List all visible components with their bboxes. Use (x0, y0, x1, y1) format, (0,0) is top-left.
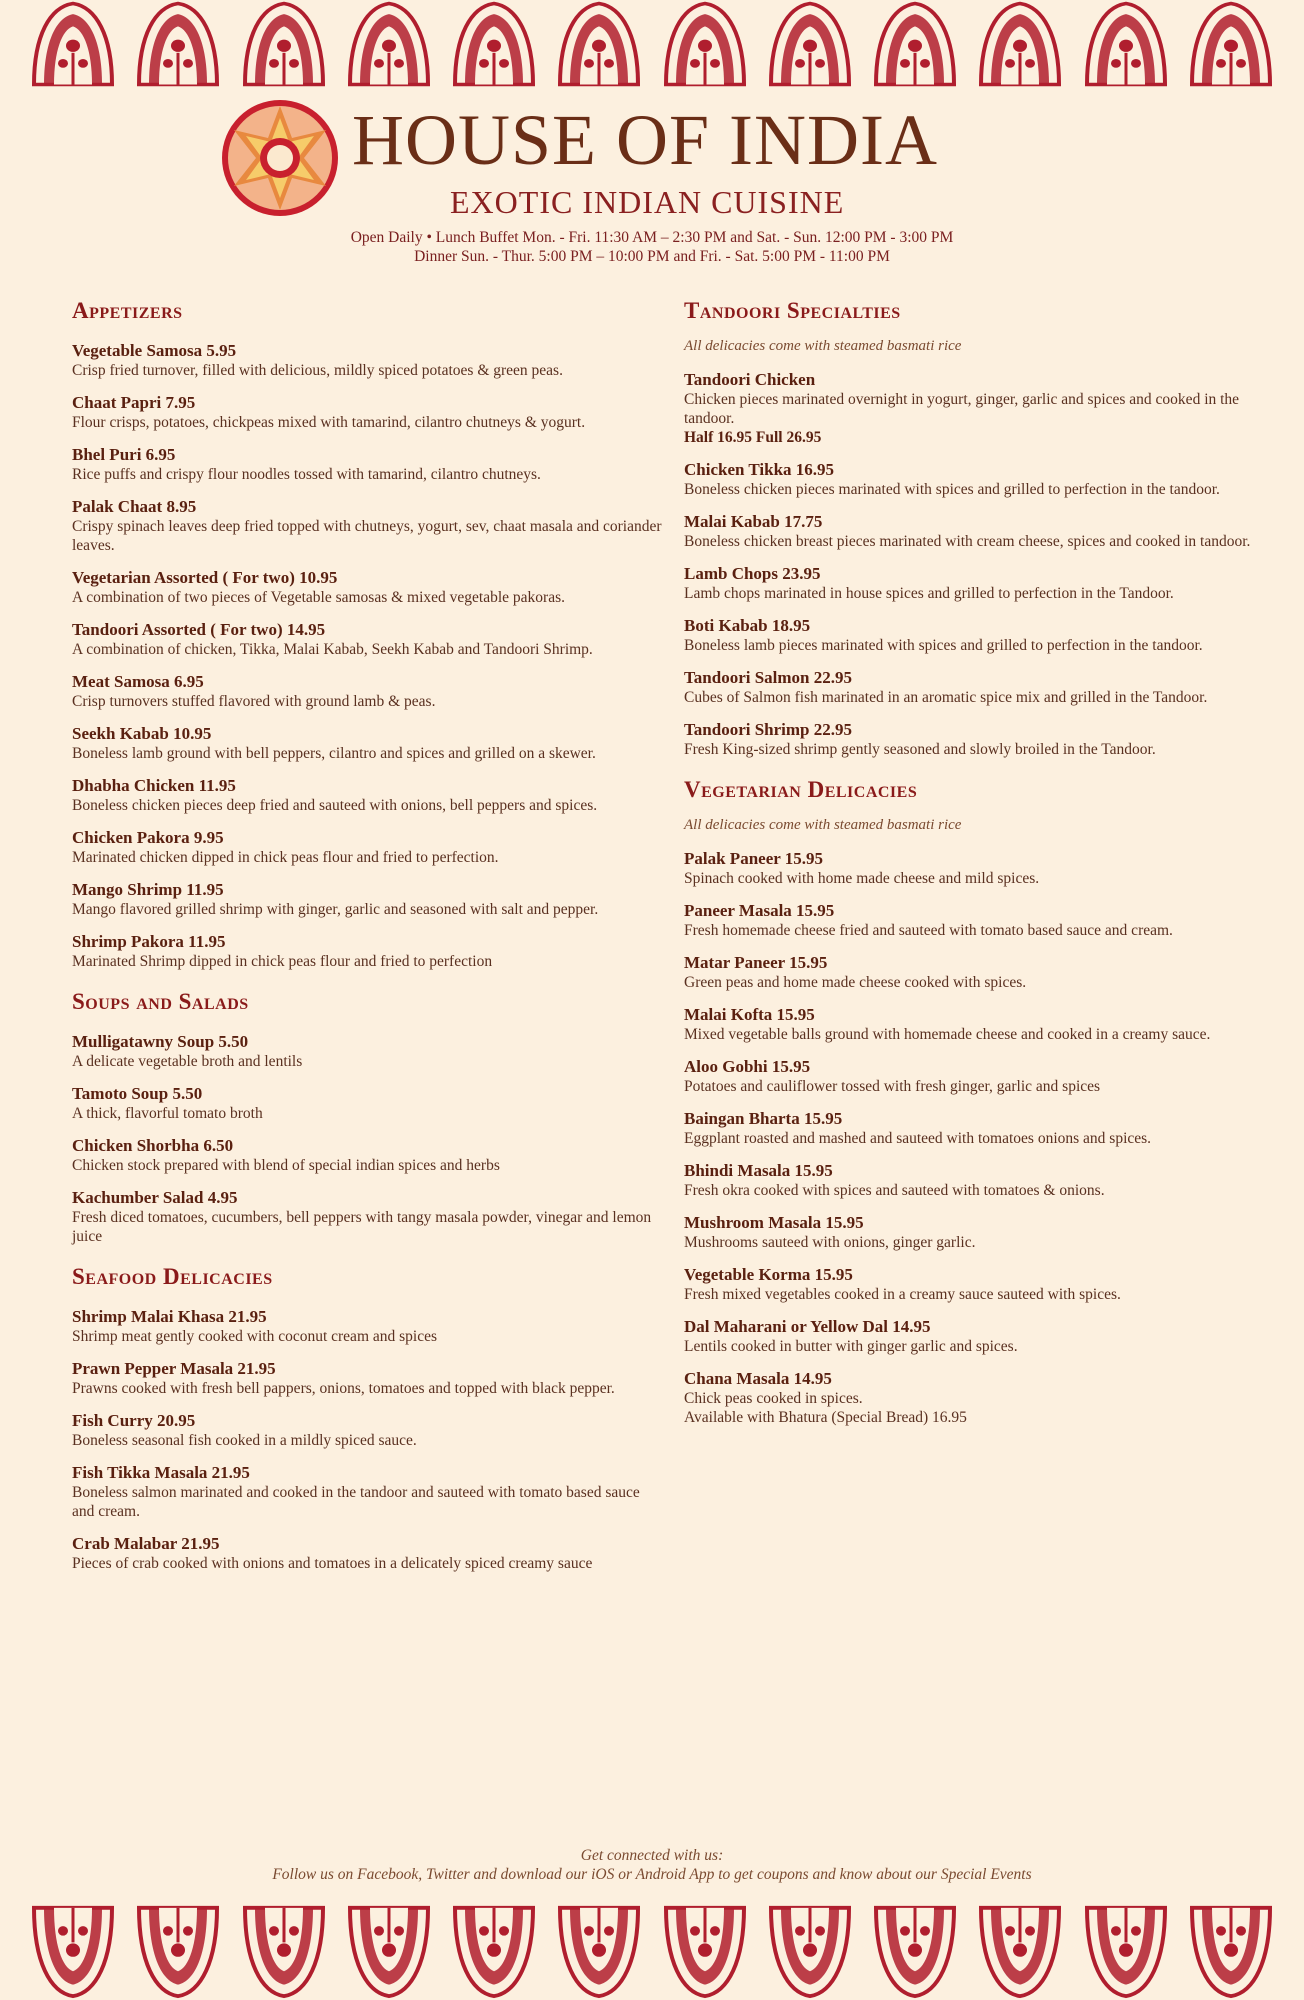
soups-salads-section (72, 989, 662, 1246)
menu-item-description: Boneless seasonal fish cooked in a mildly spiced sauce. (72, 1432, 417, 1449)
floral-ornament-icon (135, 0, 221, 88)
menu-item-extra: Half 16.95 Full 26.95 (684, 429, 822, 446)
menu-item (684, 369, 1254, 447)
floral-ornament-icon (241, 0, 327, 88)
menu-item-name: Tandoori Shrimp 22.95 (684, 720, 852, 739)
opening-hours (0, 228, 1304, 266)
menu-item (684, 1108, 1254, 1148)
hours-line: Open Daily • Lunch Buffet Mon. - Fri. 11:30 AM – 2:30 PM and Sat. - Sun. 12:00 PM - 3:00 PM (350, 229, 954, 246)
floral-ornament-icon (767, 0, 853, 88)
menu-item-name: Matar Paneer 15.95 (684, 953, 828, 972)
menu-item-description: Spinach cooked with home made cheese and mild spices. (684, 870, 1040, 887)
menu-item (72, 1031, 662, 1071)
section-note: All delicacies come with steamed basmati rice (684, 338, 962, 354)
menu-item-name: Shrimp Malai Khasa 21.95 (72, 1307, 267, 1326)
floral-ornament-icon (1083, 1904, 1169, 2000)
menu-item-name: Mushroom Masala 15.95 (684, 1213, 864, 1232)
menu-item-name: Bhel Puri 6.95 (72, 445, 176, 464)
menu-item-name: Chicken Shorbha 6.50 (72, 1136, 234, 1155)
menu-item (684, 563, 1254, 603)
menu-item-name: Chicken Pakora 9.95 (72, 828, 224, 847)
floral-ornament-icon (977, 0, 1063, 88)
floral-ornament-icon (30, 0, 116, 88)
floral-ornament-icon (872, 1904, 958, 2000)
floral-ornament-icon (556, 0, 642, 88)
menu-item (72, 1083, 662, 1123)
menu-item-description: Eggplant roasted and mashed and sauteed with tomatoes onions and spices. (684, 1130, 1152, 1147)
tandoori-section (684, 298, 1254, 759)
menu-item (72, 827, 662, 867)
floral-ornament-icon (1083, 0, 1169, 88)
menu-item (72, 1462, 662, 1521)
menu-item-name: Bhindi Masala 15.95 (684, 1161, 833, 1180)
menu-item (72, 392, 662, 432)
menu-item-description: Boneless lamb pieces marinated with spices and grilled to perfection in the tandoor. (684, 637, 1203, 654)
menu-item-description: A thick, flavorful tomato broth (72, 1105, 263, 1122)
vegetarian-section (684, 777, 1254, 1427)
seafood-section (72, 1264, 662, 1573)
floral-ornament-icon (872, 0, 958, 88)
menu-item (72, 444, 662, 484)
menu-item (72, 671, 662, 711)
menu-item (684, 1212, 1254, 1252)
menu-item-name: Vegetable Samosa 5.95 (72, 341, 237, 360)
appetizers-section (72, 298, 662, 971)
floral-ornament-icon (135, 1904, 221, 2000)
menu-item-name: Tandoori Chicken (684, 370, 816, 389)
menu-item (72, 1135, 662, 1175)
menu-item (72, 340, 662, 380)
star-logo-icon (218, 96, 342, 220)
floral-ornament-icon (346, 1904, 432, 2000)
menu-item (72, 931, 662, 971)
menu-item-name: Fish Tikka Masala 21.95 (72, 1463, 250, 1482)
menu-item (72, 775, 662, 815)
menu-item-description: Cubes of Salmon fish marinated in an aromatic spice mix and grilled in the Tandoor. (684, 689, 1208, 706)
menu-right-column (684, 298, 1254, 1445)
menu-item-description: Lamb chops marinated in house spices and grilled to perfection in the Tandoor. (684, 585, 1174, 602)
menu-item-name: Boti Kabab 18.95 (684, 616, 811, 635)
menu-item-name: Mango Shrimp 11.95 (72, 880, 224, 899)
menu-item-description: Lentils cooked in butter with ginger garlic and spices. (684, 1338, 1018, 1355)
floral-ornament-icon (346, 0, 432, 88)
menu-item-description: Marinated chicken dipped in chick peas flour and fried to perfection. (72, 849, 499, 866)
menu-item-name: Malai Kofta 15.95 (684, 1005, 815, 1024)
menu-item-description: Chick peas cooked in spices. (684, 1390, 863, 1407)
menu-item (684, 900, 1254, 940)
section-title: Soups and Salads (72, 989, 249, 1014)
section-title: Tandoori Specialties (684, 298, 901, 323)
menu-item-description: Mushrooms sauteed with onions, ginger garlic. (684, 1234, 976, 1251)
menu-item-name: Prawn Pepper Masala 21.95 (72, 1359, 276, 1378)
menu-left-column (72, 298, 662, 1591)
menu-item (72, 496, 662, 555)
menu-item-name: Paneer Masala 15.95 (684, 901, 835, 920)
footer-heading: Get connected with us: (580, 1847, 724, 1864)
menu-item-name: Vegetarian Assorted ( For two) 10.95 (72, 568, 338, 587)
menu-item (72, 619, 662, 659)
menu-item-description: Fresh King-sized shrimp gently seasoned and slowly broiled in the Tandoor. (684, 741, 1156, 758)
menu-item-description: A delicate vegetable broth and lentils (72, 1053, 303, 1070)
menu-item-description: Boneless chicken breast pieces marinated with cream cheese, spices and cooked in tandoor. (684, 533, 1251, 550)
menu-item-description: Crisp fried turnover, filled with delicious, mildly spiced potatoes & green peas. (72, 362, 563, 379)
menu-item-name: Meat Samosa 6.95 (72, 672, 204, 691)
menu-item-description: Prawns cooked with fresh bell pappers, onions, tomatoes and topped with black pepper. (72, 1380, 615, 1397)
menu-item-description: A combination of chicken, Tikka, Malai Kabab, Seekh Kabab and Tandoori Shrimp. (72, 641, 593, 658)
menu-item (72, 723, 662, 763)
menu-item-name: Dhabha Chicken 11.95 (72, 776, 236, 795)
menu-item-description: Chicken stock prepared with blend of special indian spices and herbs (72, 1157, 500, 1174)
floral-ornament-icon (30, 1904, 116, 2000)
social-footer (0, 1846, 1304, 1884)
floral-ornament-icon (451, 0, 537, 88)
menu-item-name: Palak Chaat 8.95 (72, 497, 197, 516)
floral-ornament-icon (1188, 0, 1274, 88)
floral-ornament-icon (662, 0, 748, 88)
menu-item (684, 719, 1254, 759)
menu-item (684, 615, 1254, 655)
menu-item-name: Tandoori Assorted ( For two) 14.95 (72, 620, 326, 639)
section-title: Vegetarian Delicacies (684, 777, 918, 802)
section-title: Seafood Delicacies (72, 1264, 273, 1289)
menu-item-description: A combination of two pieces of Vegetable samosas & mixed vegetable pakoras. (72, 589, 565, 606)
menu-item-description: Flour crisps, potatoes, chickpeas mixed with tamarind, cilantro chutneys & yogurt. (72, 414, 586, 431)
menu-item (684, 511, 1254, 551)
menu-item-description: Potatoes and cauliflower tossed with fresh ginger, garlic and spices (684, 1078, 1101, 1095)
hours-line: Dinner Sun. - Thur. 5:00 PM – 10:00 PM and Fri. - Sat. 5:00 PM - 11:00 PM (414, 248, 890, 265)
restaurant-tagline: EXOTIC INDIAN CUISINE (450, 184, 845, 220)
menu-item (684, 1160, 1254, 1200)
menu-item-name: Chana Masala 14.95 (684, 1369, 832, 1388)
menu-item-description: Crisp turnovers stuffed flavored with ground lamb & peas. (72, 693, 436, 710)
menu-header (0, 92, 1304, 272)
floral-ornament-icon (1188, 1904, 1274, 2000)
menu-item-description: Mixed vegetable balls ground with homemade cheese and cooked in a creamy sauce. (684, 1026, 1211, 1043)
menu-item-description: Fresh diced tomatoes, cucumbers, bell peppers with tangy masala powder, vinegar and lemon juice (72, 1209, 652, 1245)
menu-item-description: Marinated Shrimp dipped in chick peas flour and fried to perfection (72, 953, 493, 970)
floral-ornament-icon (662, 1904, 748, 2000)
menu-item-description: Boneless chicken pieces deep fried and sauteed with onions, bell peppers and spices. (72, 797, 598, 814)
footer-text: Follow us on Facebook, Twitter and download our iOS or Android App to get coupons and know about our Special Events (272, 1866, 1032, 1883)
menu-item-name: Tamoto Soup 5.50 (72, 1084, 203, 1103)
menu-item-name: Crab Malabar 21.95 (72, 1534, 220, 1553)
menu-item-description: Boneless lamb ground with bell peppers, cilantro and spices and grilled on a skewer. (72, 745, 596, 762)
menu-item (684, 1264, 1254, 1304)
floral-ornament-icon (241, 1904, 327, 2000)
menu-item-name: Seekh Kabab 10.95 (72, 724, 212, 743)
menu-item (72, 1533, 662, 1573)
menu-item (72, 879, 662, 919)
menu-item-name: Chicken Tikka 16.95 (684, 460, 835, 479)
menu-item-name: Malai Kabab 17.75 (684, 512, 823, 531)
menu-item (684, 952, 1254, 992)
menu-item (72, 1187, 662, 1246)
menu-item-description: Boneless salmon marinated and cooked in the tandoor and sauteed with tomato based sauce and cream. (72, 1484, 640, 1520)
floral-ornament-icon (451, 1904, 537, 2000)
menu-item-description: Green peas and home made cheese cooked with spices. (684, 974, 1027, 991)
menu-item-description: Fresh okra cooked with spices and sauteed with tomatoes & onions. (684, 1182, 1105, 1199)
menu-item-name: Vegetable Korma 15.95 (684, 1265, 853, 1284)
menu-item-description: Chicken pieces marinated overnight in yogurt, ginger, garlic and spices and cooked in the tandoor. (684, 391, 1240, 427)
menu-item-name: Dal Maharani or Yellow Dal 14.95 (684, 1317, 931, 1336)
section-note: All delicacies come with steamed basmati rice (684, 817, 962, 833)
bottom-ornament-border (30, 1904, 1274, 2000)
menu-item-extra: Available with Bhatura (Special Bread) 16.95 (684, 1409, 967, 1426)
menu-item-description: Crispy spinach leaves deep fried topped with chutneys, yogurt, sev, chaat masala and coriander leaves. (72, 518, 662, 554)
section-title: Appetizers (72, 298, 183, 323)
menu-item (684, 1368, 1254, 1427)
menu-item-description: Fresh homemade cheese fried and sauteed with tomato based sauce and cream. (684, 922, 1173, 939)
menu-item-description: Boneless chicken pieces marinated with spices and grilled to perfection in the tandoor. (684, 481, 1220, 498)
floral-ornament-icon (977, 1904, 1063, 2000)
menu-item (72, 1358, 662, 1398)
menu-item-name: Lamb Chops 23.95 (684, 564, 821, 583)
floral-ornament-icon (767, 1904, 853, 2000)
menu-item-name: Baingan Bharta 15.95 (684, 1109, 843, 1128)
menu-item (684, 459, 1254, 499)
menu-item (72, 1306, 662, 1346)
menu-item-name: Mulligatawny Soup 5.50 (72, 1032, 249, 1051)
menu-item-description: Fresh mixed vegetables cooked in a creamy sauce sauteed with spices. (684, 1286, 1121, 1303)
menu-item (684, 848, 1254, 888)
menu-item (72, 567, 662, 607)
menu-item-name: Aloo Gobhi 15.95 (684, 1057, 811, 1076)
menu-item-description: Shrimp meat gently cooked with coconut cream and spices (72, 1328, 438, 1345)
top-ornament-border (30, 0, 1274, 88)
floral-ornament-icon (556, 1904, 642, 2000)
menu-item-description: Pieces of crab cooked with onions and tomatoes in a delicately spiced creamy sauce (72, 1555, 593, 1572)
menu-item-name: Kachumber Salad 4.95 (72, 1188, 238, 1207)
menu-item (72, 1410, 662, 1450)
menu-item (684, 1004, 1254, 1044)
menu-item-name: Fish Curry 20.95 (72, 1411, 196, 1430)
menu-item-name: Shrimp Pakora 11.95 (72, 932, 226, 951)
menu-item-name: Chaat Papri 7.95 (72, 393, 196, 412)
restaurant-name: HOUSE OF INDIA (352, 100, 938, 180)
menu-item-name: Palak Paneer 15.95 (684, 849, 823, 868)
menu-item-description: Mango flavored grilled shrimp with ginger, garlic and seasoned with salt and pepper. (72, 901, 599, 918)
menu-item (684, 667, 1254, 707)
menu-item-name: Tandoori Salmon 22.95 (684, 668, 852, 687)
menu-item-description: Rice puffs and crispy flour noodles tossed with tamarind, cilantro chutneys. (72, 466, 541, 483)
menu-item (684, 1316, 1254, 1356)
menu-item (684, 1056, 1254, 1096)
